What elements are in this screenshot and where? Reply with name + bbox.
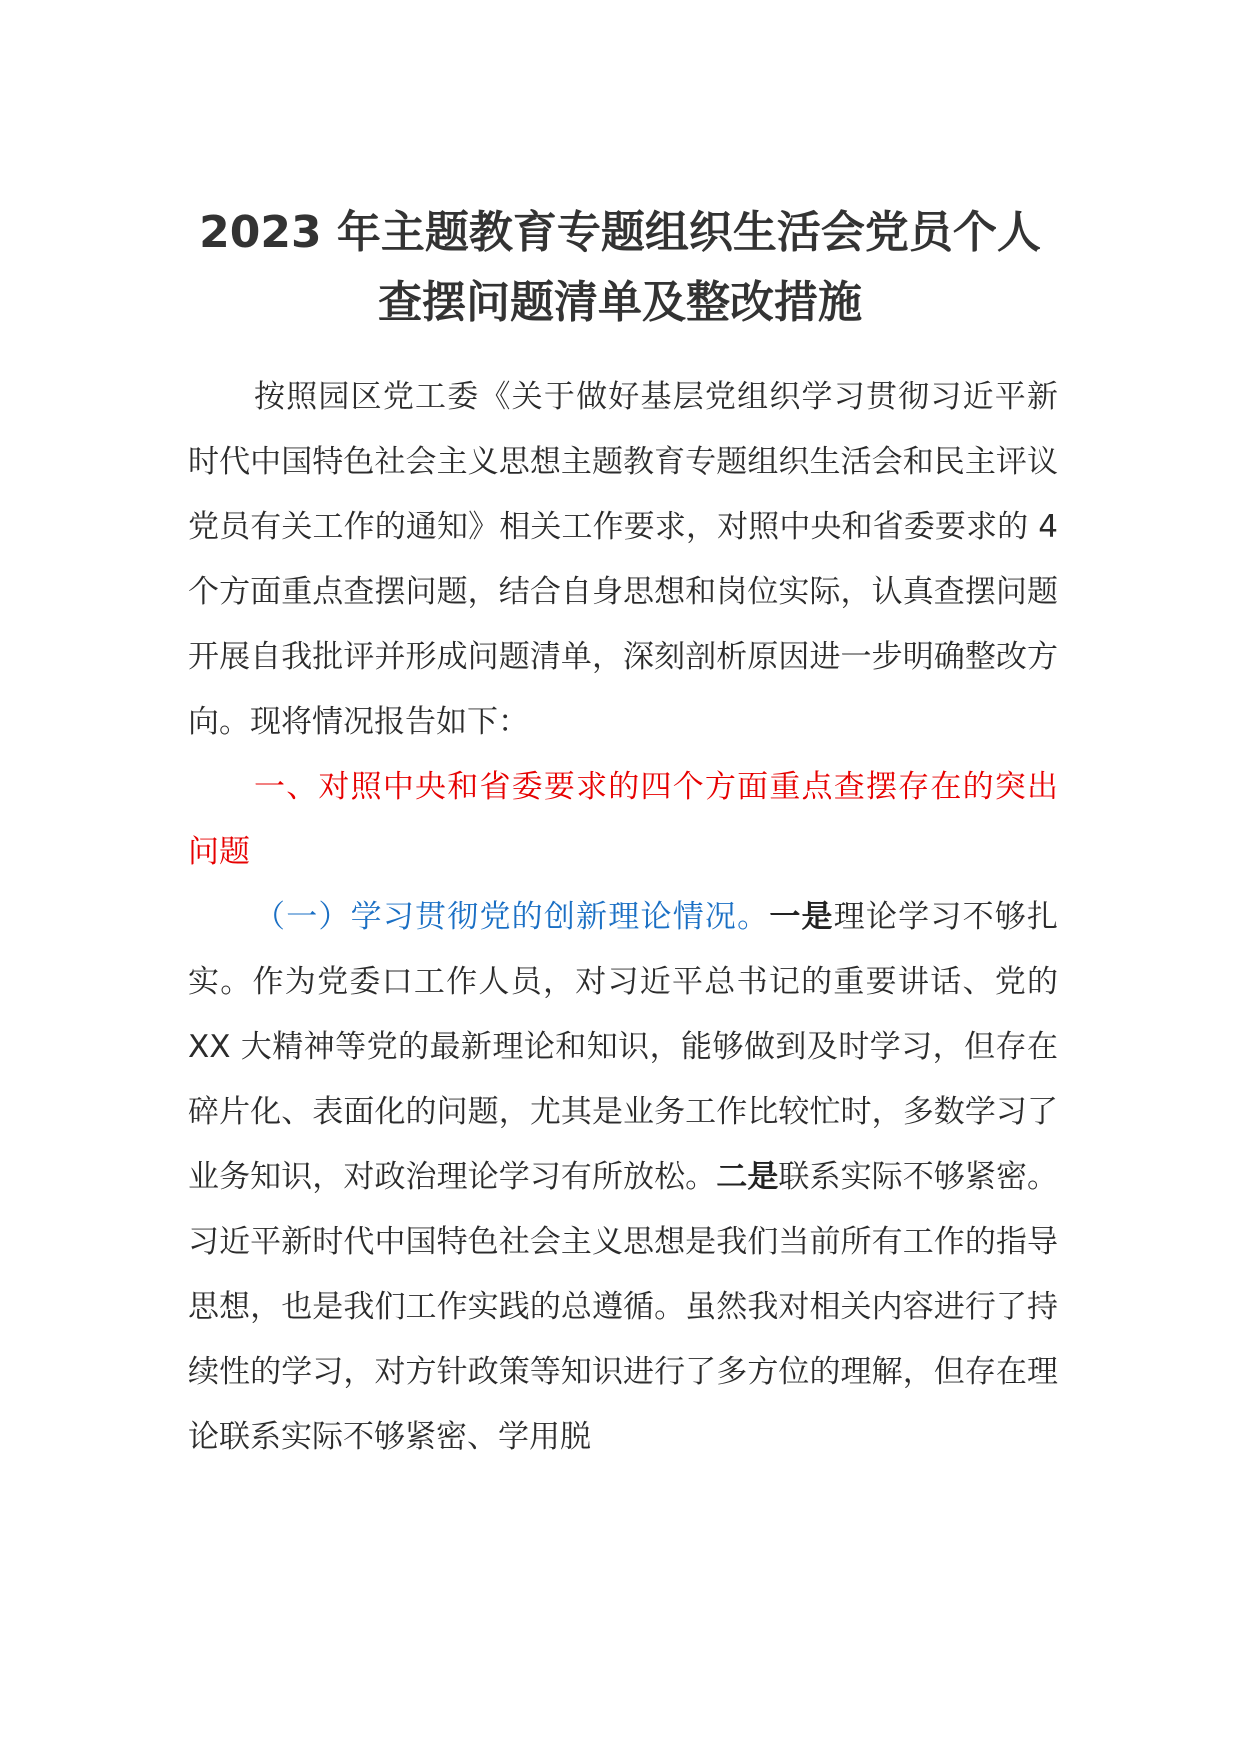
section-heading-1: 一、对照中央和省委要求的四个方面重点查摆存在的突出问题 — [188, 769, 1058, 870]
intro-paragraph: 按照园区党工委《关于做好基层党组织学习贯彻习近平新时代中国特色社会主义思想主题教育专题组织生活会和民主评议党员有关工作的通知》相关工作要求，对照中央和省委要求的 4 个方面重点查摆问题，结合自身思想和岗位实际，认真查摆问题开展自我批评并形成问题清单，深刻剖析原因进一步明确整改方向。现将情况报告如下： — [188, 379, 1058, 740]
point-2-text: 联系实际不够紧密。习近平新时代中国特色社会主义思想是我们当前所有工作的指导思想，也是我们工作实践的总遵循。虽然我对相关内容进行了持续性的学习，对方针政策等知识进行了多方位的理解，但存在理论联系实际不够紧密、学用脱 — [188, 1159, 1059, 1455]
point-1-label: 一是 — [769, 899, 834, 935]
subsection-paragraph-1 — [188, 885, 1058, 1470]
document-title — [150, 198, 1090, 338]
point-1-text: 理论学习不够扎实。作为党委口工作人员，对习近平总书记的重要讲话、党的 XX 大精神等党的最新理论和知识，能够做到及时学习，但存在碎片化、表面化的问题，尤其是业务工作比较忙时，多数学习了业务知识，对政治理论学习有所放松。 — [188, 899, 1059, 1195]
subsection-heading-1: （一）学习贯彻党的创新理论情况。 — [254, 899, 770, 935]
title-line-1: 2023 年主题教育专题组织生活会党员个人 — [199, 207, 1041, 258]
document-body — [188, 365, 1058, 1470]
title-line-2: 查摆问题清单及整改措施 — [378, 277, 862, 328]
point-2-label: 二是 — [716, 1159, 779, 1195]
